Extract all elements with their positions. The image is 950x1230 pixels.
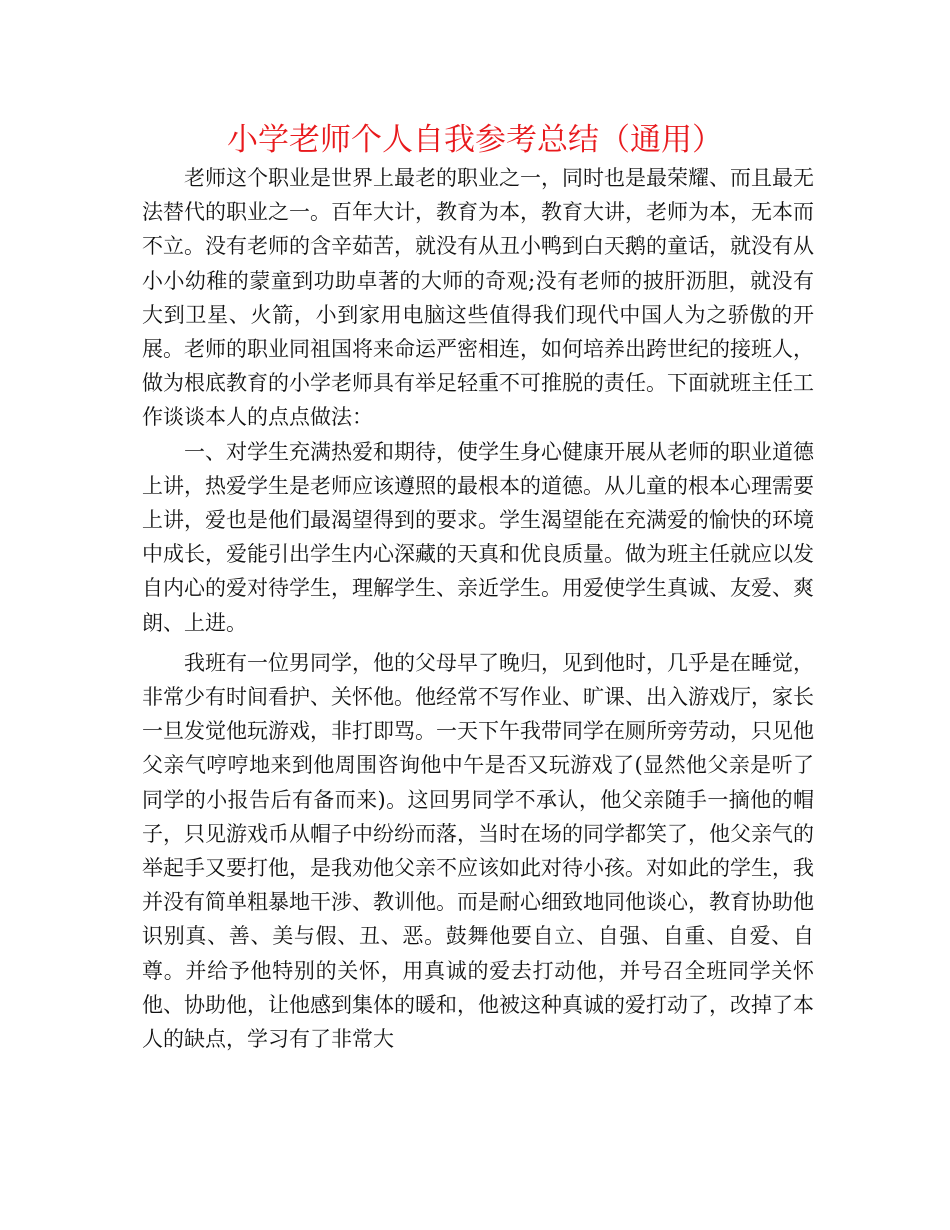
paragraph-student-story: 我班有一位男同学，他的父母早了晚归，见到他时，几乎是在睡觉，非常少有时间看护、关怀他。他经常不写作业、旷课、出入游戏厅，家长一旦发觉他玩游戏，非打即骂。一天下午我带同学在厕所旁劳动，只见他父亲气哼哼地来到他周围咨询他中午是否又玩游戏了(显然他父亲是听了同学的小报告后有备而来)。这回男同学不承认，他父亲随手一摘他的帽子，只见游戏币从帽子中纷纷而落，当时在场的同学都笑了，他父亲气的举起手又要打他，是我劝他父亲不应该如此对待小孩。对如此的学生，我并没有简单粗暴地干涉、教训他。而是耐心细致地同他谈心，教育协助他识别真、善、美与假、丑、恶。鼓舞他要自立、自强、自重、自爱、自尊。并给予他特别的关怀，用真诚的爱去打动他，并号召全班同学关怀他、协助他，让他感到集体的暖和，他被这种真诚的爱打动了，改掉了本人的缺点，学习有了非常大	[142, 650, 814, 1052]
paragraph-love-students: 一、对学生充满热爱和期待，使学生身心健康开展从老师的职业道德上讲，热爱学生是老师应该遵照的最根本的道德。从儿童的根本心理需要上讲，爱也是他们最渴望得到的要求。学生渴望能在充满爱的愉快的环境中成长，爱能引出学生内心深藏的天真和优良质量。做为班主任就应以发自内心的爱对待学生，理解学生、亲近学生。用爱使学生真诚、友爱、爽朗、上进。	[142, 439, 814, 635]
document-title: 小学老师个人自我参考总结（通用）	[227, 122, 723, 158]
document-body	[142, 161, 814, 1056]
paragraph-intro: 老师这个职业是世界上最老的职业之一，同时也是最荣耀、而且最无法替代的职业之一。百年大计，教育为本，教育大讲，老师为本，无本而不立。没有老师的含辛茹苦，就没有从丑小鸭到白天鹅的童话，就没有从小小幼稚的蒙童到功助卓著的大师的奇观;没有老师的披肝沥胆，就没有大到卫星、火箭，小到家用电脑这些值得我们现代中国人为之骄傲的开展。老师的职业同祖国将来命运严密相连，如何培养出跨世纪的接班人，做为根底教育的小学老师具有举足轻重不可推脱的责任。下面就班主任工作谈谈本人的点点做法：	[142, 166, 814, 430]
